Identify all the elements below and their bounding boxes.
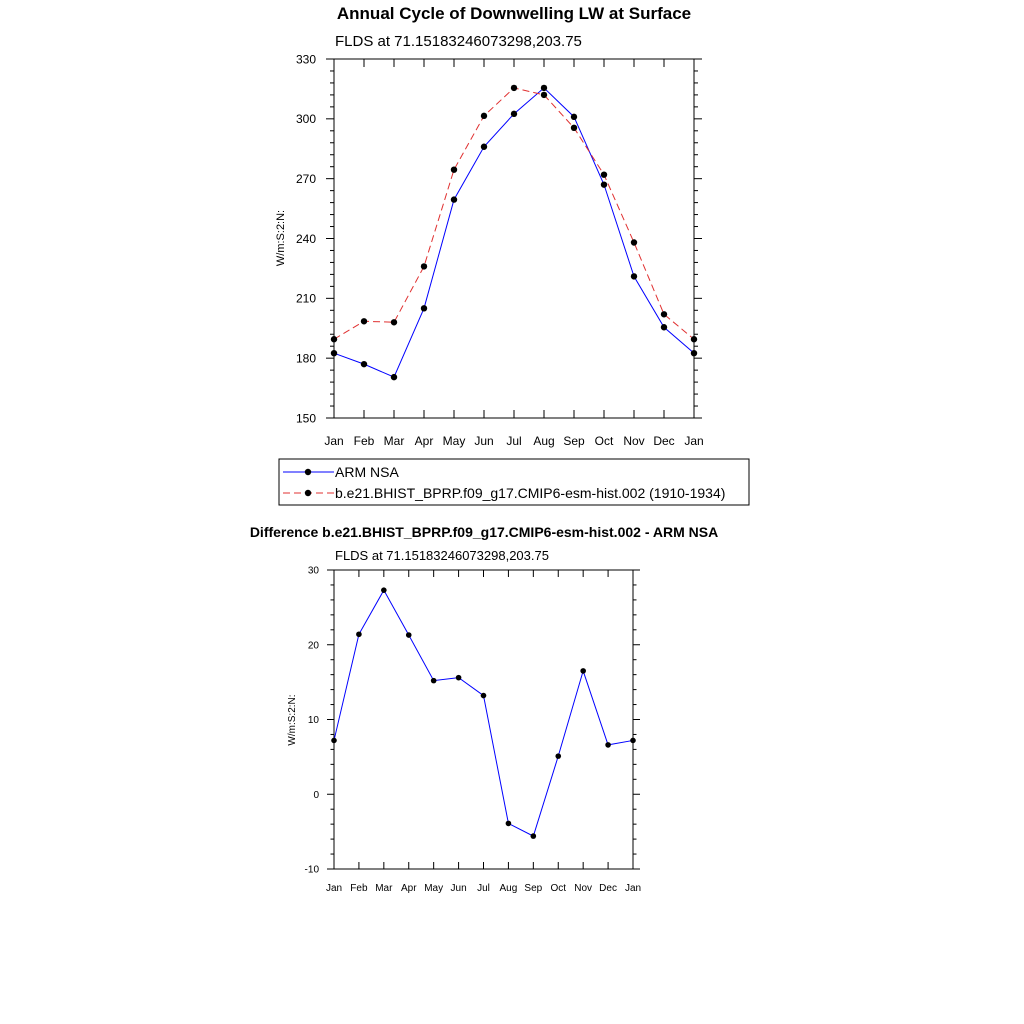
x-tick-label: Jan: [324, 434, 344, 448]
legend-entry-arm-nsa: [283, 464, 399, 480]
x-tick-label: Nov: [574, 883, 593, 894]
data-point: [406, 632, 412, 638]
data-point: [630, 738, 636, 744]
y-tick-label: 270: [295, 171, 316, 186]
data-point: [431, 678, 437, 684]
data-point: [541, 92, 547, 98]
data-point: [511, 85, 517, 91]
y-tick-label: 300: [295, 112, 316, 127]
x-tick-label: Feb: [350, 883, 368, 894]
data-point: [381, 587, 387, 593]
data-point: [451, 196, 457, 202]
data-point: [331, 350, 337, 356]
annual-cycle-chart: [275, 4, 749, 505]
x-tick-label: Mar: [383, 434, 405, 448]
data-point: [631, 239, 637, 245]
x-tick-label: Jul: [506, 434, 522, 448]
data-point: [601, 181, 607, 187]
data-point: [331, 336, 337, 342]
x-tick-label: Mar: [375, 883, 393, 894]
x-tick-labels: [324, 434, 703, 448]
x-tick-label: Feb: [353, 434, 375, 448]
y-axis-label: W/m:S:2:N:: [275, 209, 287, 267]
data-point: [691, 350, 697, 356]
series-lines: [331, 85, 697, 381]
chart-title: Difference b.e21.BHIST_BPRP.f09_g17.CMIP6-esm-hist.002 - ARM NSA: [249, 524, 719, 540]
data-point: [481, 113, 487, 119]
legend-marker-arm-nsa: [305, 469, 311, 475]
series-line-0: [334, 590, 633, 836]
data-point: [511, 111, 517, 117]
y-tick-labels: [305, 566, 320, 876]
x-tick-labels: [326, 883, 641, 894]
chart-subtitle: FLDS at 71.15183246073298,203.75: [335, 548, 549, 563]
y-tick-label: -10: [304, 864, 319, 876]
chart-subtitle: FLDS at 71.15183246073298,203.75: [335, 33, 582, 50]
x-tick-label: Jul: [477, 883, 490, 894]
data-point: [605, 742, 611, 748]
data-point: [451, 166, 457, 172]
x-tick-label: Jun: [474, 434, 494, 448]
series-line-0: [334, 88, 694, 377]
data-point: [661, 311, 667, 317]
x-tick-label: Nov: [623, 434, 645, 448]
x-tick-label: Aug: [499, 883, 518, 894]
data-point: [421, 305, 427, 311]
y-tick-label: 20: [307, 640, 319, 652]
data-point: [631, 273, 637, 279]
y-tick-label: 240: [295, 231, 316, 246]
x-tick-label: Jan: [325, 883, 343, 894]
x-tick-label: May: [442, 434, 466, 448]
x-tick-label: Sep: [563, 434, 585, 448]
x-tick-label: Jan: [684, 434, 704, 448]
y-axis-label: W/m:S:2:N:: [287, 694, 298, 746]
data-point: [456, 675, 462, 681]
x-tick-label: Sep: [524, 883, 543, 894]
legend-label-arm-nsa: ARM NSA: [335, 464, 399, 480]
data-point: [541, 85, 547, 91]
data-point: [571, 114, 577, 120]
data-point: [691, 336, 697, 342]
x-tick-label: Jun: [450, 883, 467, 894]
legend: [279, 459, 749, 505]
y-tick-label: 30: [307, 565, 319, 577]
y-tick-label: 180: [295, 351, 316, 366]
data-point: [356, 631, 362, 637]
data-point: [481, 144, 487, 150]
series-lines: [331, 587, 636, 839]
x-tick-label: Apr: [414, 434, 434, 448]
data-point: [361, 361, 367, 367]
data-point: [531, 833, 537, 839]
y-tick-label: 150: [295, 411, 316, 426]
data-point: [601, 171, 607, 177]
data-point: [555, 753, 561, 759]
x-tick-label: May: [424, 883, 444, 894]
x-tick-label: Dec: [653, 434, 675, 448]
x-tick-label: Apr: [400, 883, 417, 894]
x-tick-label: Oct: [594, 434, 614, 448]
data-point: [331, 738, 337, 744]
y-tick-label: 330: [295, 52, 316, 67]
tick-marks: [327, 570, 640, 869]
data-point: [580, 668, 586, 674]
legend-marker-model: [305, 490, 311, 496]
data-point: [571, 125, 577, 131]
data-point: [661, 324, 667, 330]
data-point: [391, 374, 397, 380]
plot-frame: [334, 570, 633, 869]
x-tick-label: Aug: [533, 434, 555, 448]
data-point: [506, 821, 512, 827]
x-tick-label: Jan: [624, 883, 642, 894]
data-point: [391, 319, 397, 325]
data-point: [421, 263, 427, 269]
y-tick-label: 210: [295, 291, 316, 306]
x-tick-label: Oct: [550, 883, 567, 894]
difference-chart: [250, 524, 718, 894]
data-point: [481, 693, 487, 699]
y-tick-label: 10: [307, 715, 319, 727]
y-tick-labels: [296, 52, 316, 425]
y-tick-label: 0: [313, 789, 319, 801]
data-point: [361, 318, 367, 324]
series-line-1: [334, 88, 694, 339]
legend-label-model: b.e21.BHIST_BPRP.f09_g17.CMIP6-esm-hist.002 (1910-1934): [335, 485, 726, 501]
x-tick-label: Dec: [599, 883, 617, 894]
chart-title: Annual Cycle of Downwelling LW at Surface: [336, 4, 692, 23]
legend-entry-model: [283, 485, 725, 501]
